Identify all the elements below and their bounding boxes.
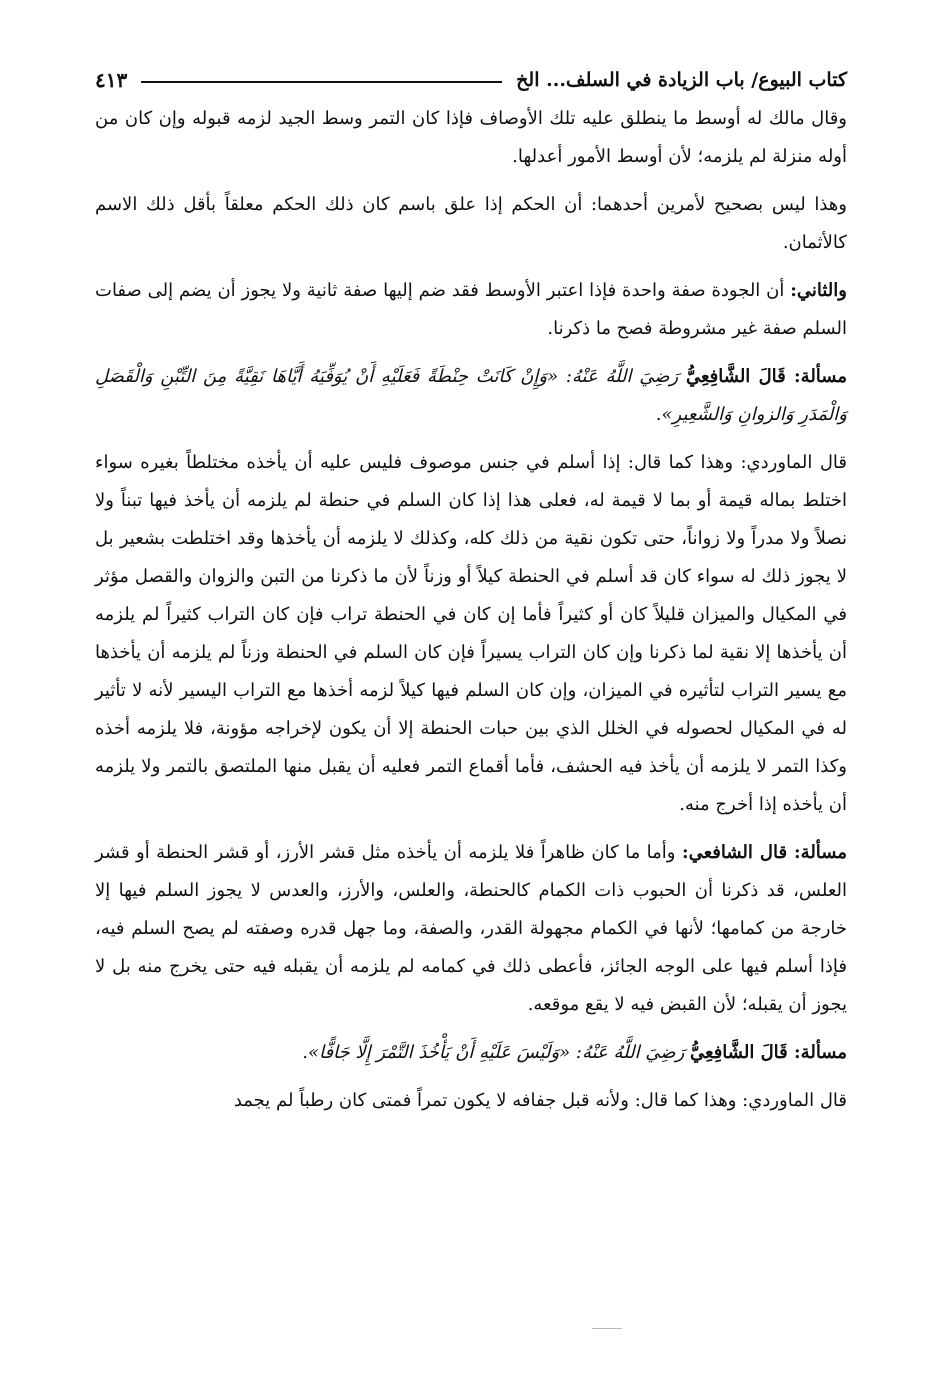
masala-quote: رَضِيَ اللَّهُ عَنْهُ: «وَإِنْ كَانَتْ حِنْطَةً فَعَلَيْهِ أَنْ يُوَفِّيَهُ أَيَّاهَا نَقِيَّةً مِنَ التِّبْنِ وَالْقَصَلِ وَالْمَدَرِ وَالزوانِ وَالشَّعِيرِ». (95, 366, 847, 425)
paragraph-text: وقال مالك له أوسط ما ينطلق عليه تلك الأوصاف فإذا كان التمر وسط الجيد لزمه قبوله وإن كان من أوله منزلة لم يلزمه؛ لأن أوسط الأمور أعدلها. (95, 108, 847, 167)
paragraph-text: وأما ما كان ظاهراً فلا يلزمه أن يأخذه مثل قشر الأرز، أو قشر الحنطة أو قشر العلس، قد ذكرنا أن الحبوب ذات الكمام كالحنطة، والعلس، والأرز، والعدس لا يجوز السلم فيها إلا خارجة من كمامها؛ لأنها في الكمام مجهولة القدر، والصفة، وما جهل قدره وصفته لم يصح السلم فيه، فإذا أسلم فيها على الوجه الجائز، فأعطى ذلك في كمامه لم يلزمه أن يقبله فيه حتى يخرج منه بل لا يجوز أن يقبله؛ لأن القبض فيه لا يقع موقعه. (95, 842, 847, 1015)
running-header (95, 60, 847, 100)
paragraph-mawardi-dates (95, 1082, 847, 1120)
paragraph-rebuttal-first (95, 186, 847, 262)
header-title: كتاب البيوع/ باب الزيادة في السلف... الخ (516, 69, 847, 91)
scan-mark (592, 1328, 622, 1329)
masala-heading: مسألة: قال الشافعي: (681, 842, 847, 863)
paragraph-text: وهذا ليس بصحيح لأمرين أحدهما: أن الحكم إذا علق باسم كان ذلك الحكم معلقاً بأقل ذلك الاسم كالأثمان. (95, 194, 847, 253)
book-page (95, 60, 847, 1120)
masala-wheat-purity (95, 358, 847, 434)
masala-husked-grains (95, 834, 847, 1024)
paragraph-text: قال الماوردي: وهذا كما قال: إذا أسلم في جنس موصوف فليس عليه أن يأخذه مختلطاً بغيره سواء اختلط بماله قيمة أو بما لا قيمة له، فعلى هذا إذا كان السلم في حنطة لم يلزمه أن يأخذ فيها تبناً ولا نصلاً ولا مدراً ولا زواناً، حتى تكون نقية من ذلك كله، وكذلك لا يلزمه أن يأخذها وقد اختلطت بشعير بل لا يجوز ذلك له سواء كان قد أسلم في الحنطة كيلاً أو وزناً لأن ما ذكرنا من التبن والزوان والقصل مؤثر في المكيال والميزان قليلاً كان أو كثيراً فأما إن كان في الحنطة تراب فإن كان التراب كثيراً لم يلزمه أن يأخذها إلا نقية لما ذكرنا وإن كان التراب يسيراً فإن كان السلم في الحنطة وزناً لم يلزمه أن يأخذها مع يسير التراب لتأثيره في الميزان، وإن كان السلم فيها كيلاً لزمه أخذها مع التراب اليسير لأنه لا تأثير له في المكيال لحصوله في الخلل الذي بين حبات الحنطة إلا أن يكون لإخراجه مؤونة، فلا يلزمه أخذه وكذا التمر لا يلزمه أن يأخذ فيه الحشف، فأما أقماع التمر فعليه أن يقبل منها الملتصق بالتمر ولا يلزمه أن يأخذه إذا أخرج منه. (95, 452, 847, 815)
paragraph-lead: والثاني: (790, 280, 847, 301)
paragraph-mawardi-commentary (95, 444, 847, 824)
masala-heading: مسألة: قَالَ الشَّافِعِيُّ (690, 1042, 847, 1063)
page-number: ٤١٣ (95, 68, 128, 92)
header-rule (141, 81, 502, 83)
paragraph-malik-view (95, 100, 847, 176)
paragraph-text: قال الماوردي: وهذا كما قال: ولأنه قبل جفافه لا يكون تمراً فمتى كان رطباً لم يجمد (233, 1090, 847, 1111)
paragraph-text: أن الجودة صفة واحدة فإذا اعتبر الأوسط فقد ضم إليها صفة ثانية ولا يجوز أن يضم إلى صفات السلم صفة غير مشروطة فصح ما ذكرنا. (95, 280, 847, 339)
paragraph-rebuttal-second (95, 272, 847, 348)
masala-dry-dates (95, 1034, 847, 1072)
masala-heading: مسألة: قَالَ الشَّافِعِيُّ (685, 366, 847, 387)
masala-quote: رَضِيَ اللَّهُ عَنْهُ: «وَلَيْسَ عَلَيْهِ أَنْ يَأْخُذَ التَّمْرَ إِلَّا جَافًّا». (302, 1042, 691, 1063)
